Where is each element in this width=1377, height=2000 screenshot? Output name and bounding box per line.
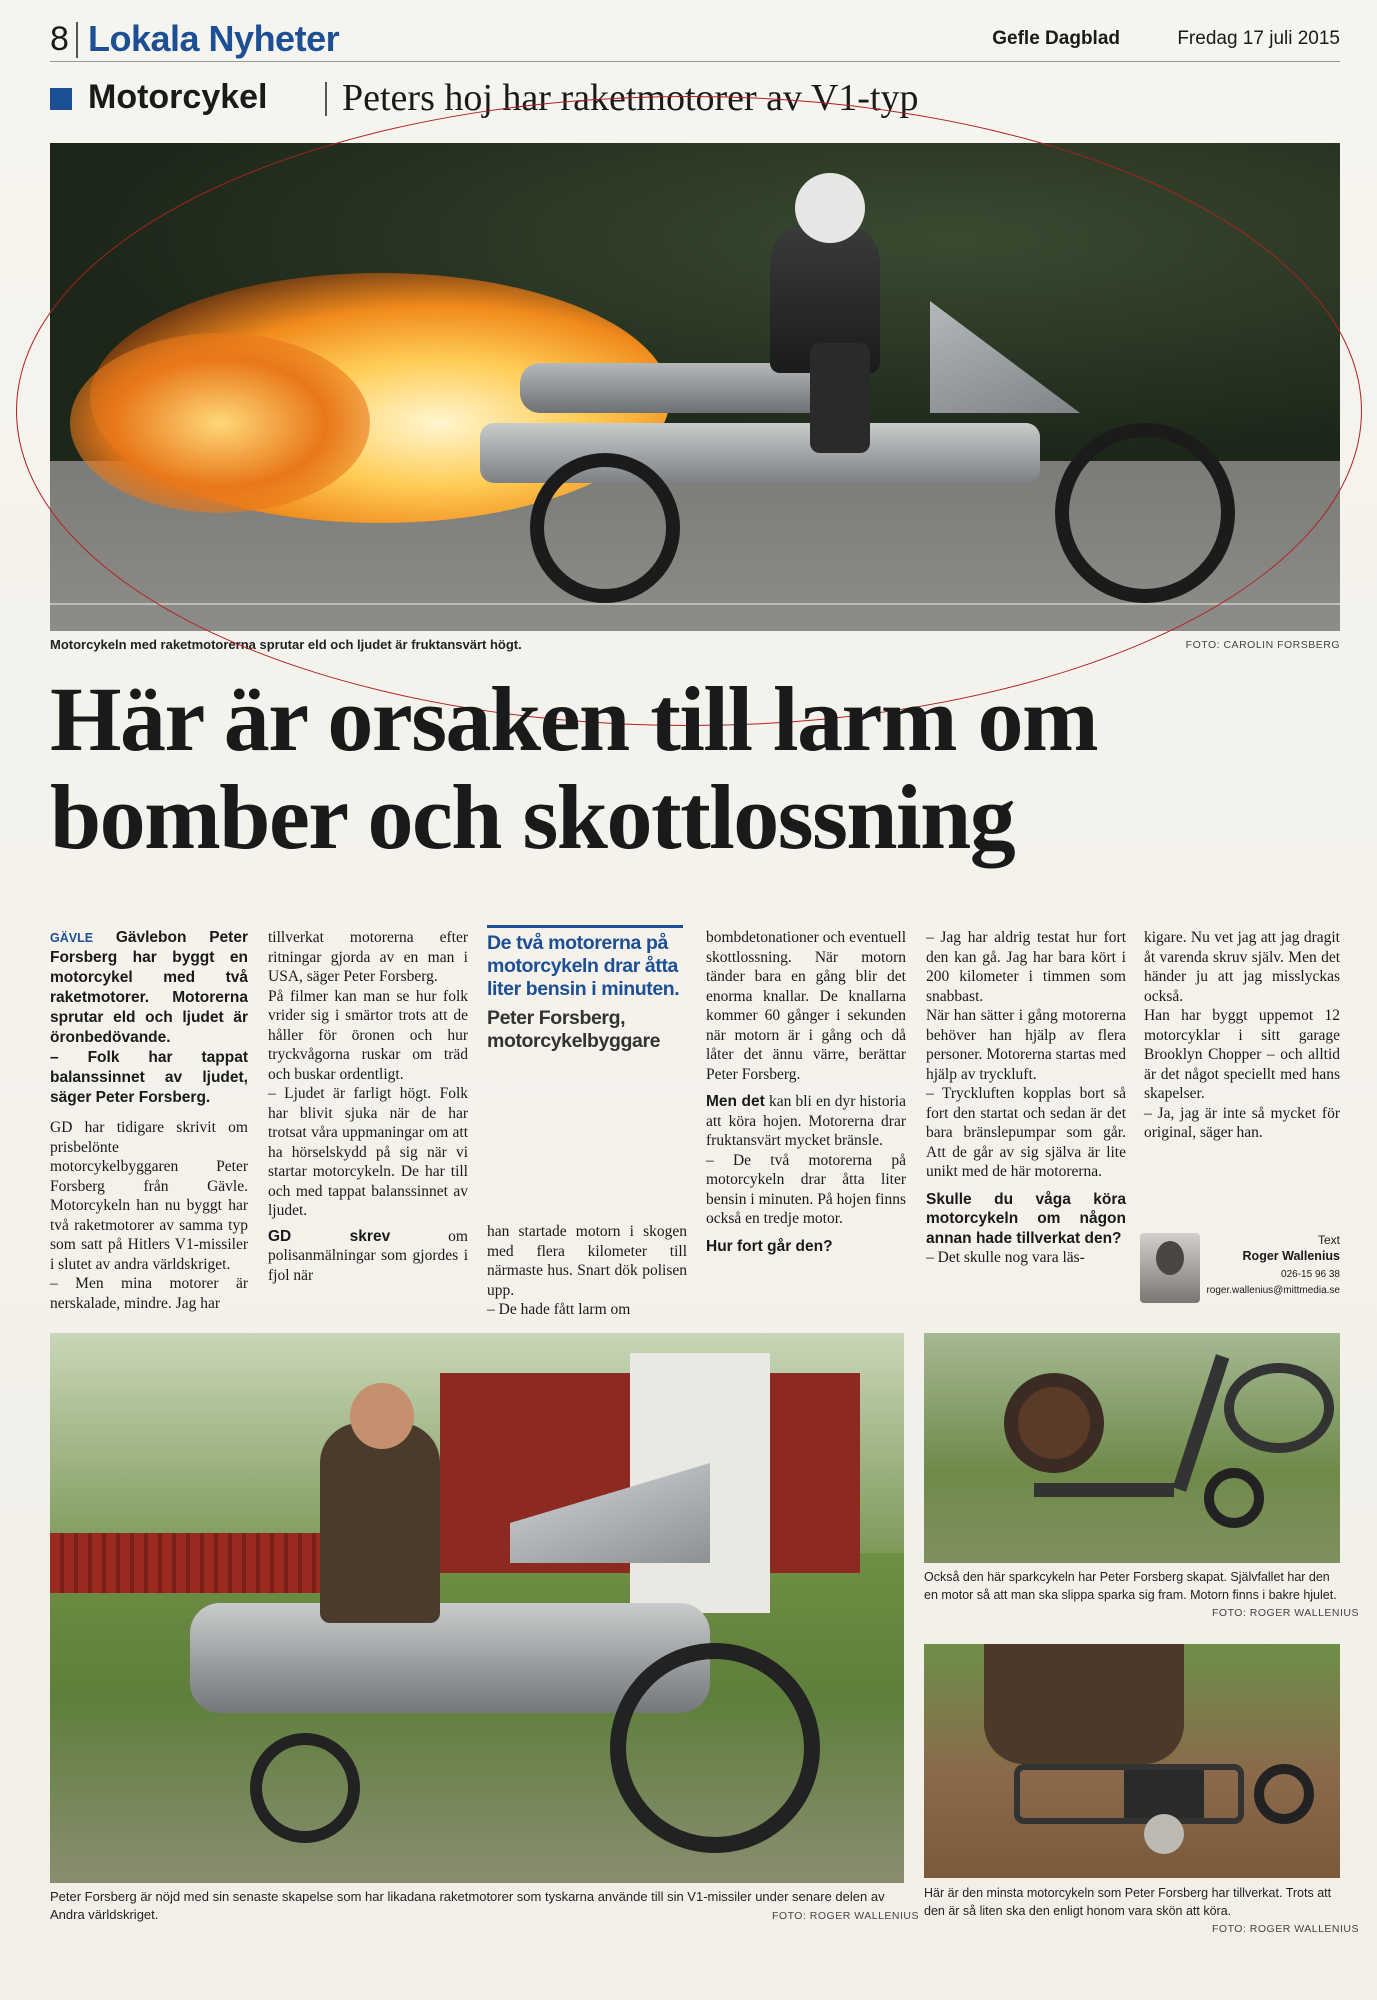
body-paragraph: bombdetonationer och eventuell skottlossning. När motorn tänder bara en gång blir det enorma knallar. De knallarna kommer 60 gånger i sekunden när motorn är i gång och då låter det ännu värre, berättar Peter Forsberg. — [706, 929, 906, 1083]
photo-mini-motorcycle — [924, 1644, 1340, 1878]
headline — [50, 670, 1340, 866]
main-photo-motorcycle-flames — [50, 143, 1340, 631]
body-paragraph: – De hade fått larm om — [487, 1301, 631, 1318]
page-number: 8 — [50, 20, 69, 58]
article-column-1 — [50, 928, 248, 1313]
photo-bottom-left-caption: Peter Forsberg är nöjd med sin senaste skapelse som har likadana raketmotorer som tyskarna använde till sin V1-missiler under senare delen av Andra världskriget. — [50, 1889, 885, 1922]
body-paragraph: – Jag har aldrig testat hur fort den kan gå. Jag har bara kört i 200 kilometer i timmen som snabbast. — [926, 929, 1126, 1005]
byline-label: Text — [1317, 1233, 1340, 1247]
photo-bottom-left-credit: FOTO: ROGER WALLENIUS — [772, 1910, 920, 1922]
body-paragraph: Han har byggt uppemot 12 motorcyklar i sitt garage Brooklyn Chopper – och alltid är det något speciellt med hans skapelser. — [1144, 1007, 1340, 1102]
paragraph-lead-in: GD skrev — [268, 1227, 391, 1245]
main-photo-credit: FOTO: CAROLIN FORSBERG — [1185, 639, 1340, 651]
body-paragraph: tillverkat motorerna efter ritningar gjorda av en man i USA, säger Peter Forsberg. — [268, 929, 468, 985]
newspaper-name: Gefle Dagblad — [992, 28, 1120, 49]
page-header — [50, 16, 1340, 62]
author-phone: 026-15 96 38 — [1281, 1269, 1340, 1280]
pullquote-rule — [487, 925, 683, 928]
interview-question: Hur fort går den? — [706, 1237, 833, 1255]
body-paragraph: – Det skulle nog vara läs- — [926, 1249, 1085, 1266]
kicker-subtitle: Peters hoj har raketmotorer av V1-typ — [342, 77, 919, 119]
kicker-divider — [325, 82, 327, 116]
body-paragraph: kan bli en dyr historia att köra hojen. Motorerna drar fruktansvärt mycket bränsle. — [706, 1093, 906, 1149]
photo-right-top-credit: FOTO: ROGER WALLENIUS — [1212, 1607, 1360, 1619]
headline-line-1: Här är orsaken till larm om — [50, 668, 1098, 770]
article-column-2 — [268, 928, 468, 1285]
body-paragraph: – De två motorerna på motorcykeln drar åtta liter bensin i minuten. På hojen finns också en tredje motor. — [706, 1151, 906, 1227]
body-paragraph: kigare. Nu vet jag att jag dragit åt varenda skruv själv. Men det händer ju att jag misslyckas också. — [1144, 929, 1340, 1005]
pullquote-attribution: Peter Forsberg, motorcykelbyggare — [487, 1007, 661, 1052]
lead-quote: – Folk har tappat balanssinnet av ljudet, säger Peter Forsberg. — [50, 1049, 248, 1106]
section-title: Lokala Nyheter — [88, 18, 340, 59]
author-avatar — [1140, 1233, 1200, 1303]
header-divider — [76, 22, 78, 58]
author-name: Roger Wallenius — [1242, 1249, 1340, 1263]
byline — [1140, 1233, 1340, 1311]
photo-right-bottom-credit: FOTO: ROGER WALLENIUS — [1212, 1923, 1360, 1935]
body-paragraph: – Ja, jag är inte så mycket för original, säger han. — [1144, 1104, 1340, 1141]
issue-date: Fredag 17 juli 2015 — [1177, 28, 1340, 49]
photo-peter-with-motorcycle — [50, 1333, 904, 1883]
pullquote-text: De två motorerna på motorcykeln drar åtta liter bensin i minuten. — [487, 932, 680, 1000]
photo-right-bottom-caption: Här är den minsta motorcykeln som Peter Forsberg har tillverkat. Trots att den är så liten ska den enligt honom vara skön att köra. — [924, 1886, 1332, 1918]
body-paragraph: När han sätter i gång motorerna behöver han hjälp av flera personer. Motorerna startas med hjälp av tryckluft. — [926, 1007, 1126, 1083]
main-photo-caption: Motorcykeln med raketmotorerna sprutar eld och ljudet är fruktansvärt högt. — [50, 637, 522, 652]
pullquote — [487, 932, 683, 1053]
body-paragraph: – Men mina motorer är nerskalade, mindre. Jag har — [50, 1275, 248, 1312]
article-kicker — [50, 78, 1340, 128]
body-paragraph: – Tryckluften kopplas bort så fort den startat och sedan är det bara bränslepumpar som går. Att de går av sig själva är lite unikt med de här motorerna. — [926, 1085, 1126, 1180]
author-email: roger.wallenius@mittmedia.se — [1206, 1285, 1340, 1296]
kicker-category: Motorcykel — [88, 78, 268, 116]
body-paragraph: GD har tidigare skrivit om prisbelönte motorcykelbyggaren Peter Forsberg från Gävle. Motorcykeln han nu byggt har två raketmotorer av samma typ som satt på Hitlers V1-missiler i slutet av andra världskriget. — [50, 1119, 248, 1273]
photo-right-top-caption: Också den här sparkcykeln har Peter Forsberg skapat. Självfallet har den en motor så att man ska slippa sparka sig fram. Motorn finns i bakre hjulet. — [924, 1570, 1337, 1602]
body-paragraph: – Ljudet är farligt högt. Folk har blivit sjuka när de har trotsat våra uppmaningar om att ha hörselskydd på sig när vi startar motorcykeln. De har till och med tappat balanssinnet av ljudet. — [268, 1085, 468, 1219]
lead-text: Gävlebon Peter Forsberg har byggt en motorcykel med två raketmotorer. Motorerna sprutar eld och ljudet är öronbedövande. — [50, 929, 248, 1046]
body-paragraph: om polisanmälningar som gjordes i fjol när — [268, 1227, 468, 1284]
dateline: GÄVLE — [50, 931, 94, 945]
article-column-5 — [926, 928, 1126, 1268]
body-paragraph: På filmer kan man se hur folk vrider sig i smärtor trots att de håller för öronen och hur tryckvågorna ruskar om träd och buskar ordentligt. — [268, 987, 468, 1083]
photo-kick-scooter — [924, 1333, 1340, 1563]
kicker-square-icon — [50, 88, 72, 110]
body-paragraph: han startade motorn i skogen med flera kilometer till närmaste hus. Snart dök polisen upp. — [487, 1223, 687, 1299]
headline-line-2: bomber och skottlossning — [50, 766, 1015, 868]
article-column-4 — [706, 928, 906, 1256]
interview-question: Skulle du våga köra motorcykeln om någon annan hade tillverkat den? — [926, 1190, 1126, 1247]
article-column-3 — [487, 1222, 687, 1320]
paragraph-lead-in: Men det — [706, 1093, 765, 1110]
article-column-6 — [1144, 928, 1340, 1143]
